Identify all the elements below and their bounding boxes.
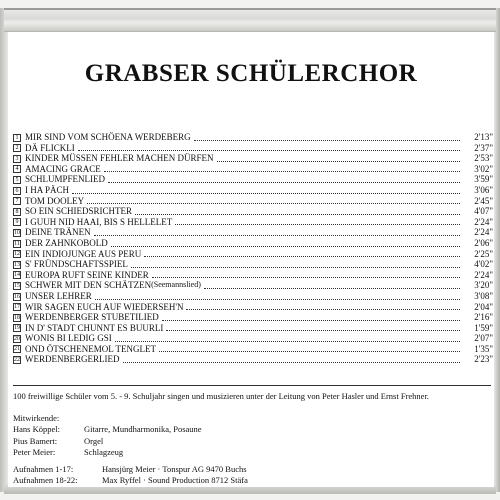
track-title: EUROPA RUFT SEINE KINDER <box>25 269 149 280</box>
track-row <box>13 333 493 344</box>
track-title: KINDER MÜSSEN FEHLER MACHEN DÜRFEN <box>25 153 214 164</box>
track-row <box>13 344 493 355</box>
musician-role: Gitarre, Mundharmonika, Posaune <box>84 424 202 434</box>
track-list <box>13 132 493 365</box>
track-duration: 2'13" <box>474 132 493 142</box>
track-duration: 3'08" <box>474 290 493 301</box>
dot-leader <box>166 324 460 331</box>
track-row <box>13 259 493 270</box>
track-row <box>13 312 493 323</box>
track-title: WIR SAGEN EUCH AUF WIEDERSEH'N <box>25 301 184 312</box>
dot-leader <box>111 240 460 247</box>
track-title: DER ZAHNKOBOLD <box>25 237 108 248</box>
track-number: 8 <box>13 208 21 216</box>
track-title: IN D' STADT CHUNNT ES BUURLI <box>25 322 164 333</box>
track-duration: 2'53" <box>474 153 493 164</box>
dot-leader <box>94 229 460 236</box>
track-duration: 3'06" <box>474 184 493 195</box>
recording-tracks: Aufnahmen 1-17: <box>13 464 74 474</box>
jewel-case-right-edge <box>494 8 500 492</box>
track-duration: 2'24" <box>474 216 493 227</box>
jewel-case-left-edge <box>0 8 8 492</box>
musician-role: Orgel <box>84 435 104 446</box>
track-row <box>13 164 493 175</box>
dot-leader <box>135 208 460 215</box>
track-number: 16 <box>14 293 20 300</box>
track-title: SCHLUMPFENLIED <box>25 174 106 185</box>
dot-leader <box>217 155 460 162</box>
track-row <box>13 238 493 249</box>
dot-leader <box>194 134 460 141</box>
track-row <box>13 185 493 196</box>
track-duration: 4'07" <box>474 206 493 217</box>
dot-leader <box>78 144 460 151</box>
track-row <box>13 302 493 313</box>
track-duration: 4'02" <box>474 259 493 270</box>
track-number: 15 <box>14 282 20 289</box>
track-title: SO EIN SCHIEDSRICHTER <box>25 206 133 217</box>
choir-description: 100 freiwillige Schüler vom 5. - 9. Schuljahr singen und musizieren unter der Leitung von Peter Hasler und Ernst Frehner. <box>13 391 429 401</box>
track-row <box>13 196 493 207</box>
track-number: 10 <box>14 229 20 236</box>
track-row <box>13 143 493 154</box>
track-number: 7 <box>13 197 21 205</box>
track-row <box>13 323 493 334</box>
recording-credits <box>13 464 248 486</box>
recording-tracks: Aufnahmen 18-22: <box>13 475 78 485</box>
track-duration: 3'20" <box>474 280 493 291</box>
dot-leader <box>95 293 460 300</box>
track-row <box>13 280 493 291</box>
track-number: 14 <box>14 272 20 279</box>
recording-row <box>13 475 248 486</box>
track-number: 5 <box>13 176 21 184</box>
dot-leader <box>108 176 460 183</box>
track-title: WERDENBERGER STUBETILIED <box>25 312 159 323</box>
track-number: 12 <box>14 251 20 258</box>
credit-row <box>13 436 202 448</box>
track-duration: 2'24" <box>474 269 493 280</box>
track-number: 3 <box>13 155 21 163</box>
dot-leader <box>186 303 460 310</box>
track-title: UNSER LEHRER <box>25 290 92 301</box>
album-title: GRABSER SCHÜLERCHOR <box>84 60 418 87</box>
track-row <box>13 354 493 365</box>
track-title: AMACING GRACE <box>25 163 101 174</box>
musician-name: Peter Meier: <box>13 447 56 457</box>
track-number: 2 <box>13 144 21 152</box>
dot-leader <box>204 282 460 289</box>
track-number: 4 <box>13 165 21 173</box>
dot-leader <box>104 165 460 172</box>
track-duration: 3'02" <box>474 163 493 174</box>
track-number: 22 <box>14 357 20 364</box>
track-duration: 2'45" <box>474 195 493 206</box>
jewel-case-top-edge <box>4 8 496 32</box>
credit-row <box>13 424 202 436</box>
recording-row <box>13 464 248 475</box>
credits-label: Mitwirkende: <box>13 413 60 423</box>
track-number: 20 <box>14 335 20 342</box>
credit-row <box>13 447 202 459</box>
track-number: 1 <box>13 134 21 142</box>
dot-leader <box>144 250 460 257</box>
track-duration: 2'24" <box>474 227 493 238</box>
dot-leader <box>159 345 460 352</box>
track-row <box>13 291 493 302</box>
track-title: DÄ FLICKLI <box>25 142 75 153</box>
track-title: SCHWER MIT DEN SCHÄTZEN <box>25 280 152 291</box>
track-row <box>13 153 493 164</box>
dot-leader <box>131 261 460 268</box>
credits-list <box>13 424 202 459</box>
track-title: EIN INDIOJUNGE AUS PERU <box>25 248 142 259</box>
musician-name: Hans Köppel: <box>13 424 60 434</box>
dot-leader <box>123 356 461 363</box>
dot-leader <box>115 335 460 342</box>
dot-leader <box>72 187 460 194</box>
track-number: 13 <box>14 261 20 268</box>
track-number: 19 <box>14 325 20 332</box>
track-title: I GUUH NID HAAI, BIS S HELLELET <box>25 216 173 227</box>
track-number: 9 <box>13 218 21 226</box>
track-title: WONIS BI LEDIG GSI <box>25 333 112 344</box>
track-title: DEINE TRÄNEN <box>25 227 91 238</box>
track-number: 21 <box>14 346 20 353</box>
track-title: TOM DOOLEY <box>25 195 85 206</box>
track-row <box>13 227 493 238</box>
track-duration: 2'04" <box>474 301 493 312</box>
recording-studio: Max Ryffel · Sound Production 8712 Stäfa <box>102 475 248 485</box>
track-duration: 2'07" <box>474 333 493 344</box>
track-title: OND ÖTSCHENEMOL TENGLET <box>25 343 156 354</box>
musician-name: Pius Bamert: <box>13 435 58 446</box>
track-row <box>13 174 493 185</box>
track-duration: 2'16" <box>474 312 493 323</box>
track-row <box>13 217 493 228</box>
recording-studio: Hansjürg Meier · Tonspur AG 9470 Buchs <box>102 464 247 474</box>
track-row <box>13 132 493 143</box>
track-duration: 2'25" <box>474 248 493 259</box>
musician-role: Schlagzeug <box>84 447 124 457</box>
track-title: I HA PÄCH <box>25 184 70 195</box>
track-subtitle: (Seemannslied) <box>151 280 201 290</box>
track-number: 17 <box>14 304 20 311</box>
track-title: S' FRÜNDSCHAFTSSPIEL <box>25 259 128 270</box>
dot-leader <box>162 314 460 321</box>
track-duration: 3'59" <box>474 174 493 185</box>
track-duration: 2'37" <box>474 142 493 153</box>
divider-line <box>13 385 491 386</box>
track-row <box>13 206 493 217</box>
track-number: 6 <box>13 187 21 195</box>
dot-leader <box>175 218 460 225</box>
back-cover-card <box>8 32 494 487</box>
track-duration: 2'23" <box>474 354 493 365</box>
track-number: 11 <box>14 240 20 247</box>
track-duration: 2'06" <box>474 237 493 248</box>
track-row <box>13 249 493 260</box>
track-row <box>13 270 493 281</box>
dot-leader <box>152 271 460 278</box>
track-number: 18 <box>14 314 20 321</box>
track-duration: 1'59" <box>474 322 493 333</box>
track-duration: 1'35" <box>474 343 493 354</box>
track-title: MIR SIND VOM SCHÖENA WERDEBERG <box>25 132 191 142</box>
track-title: WERDENBERGERLIED <box>25 354 120 365</box>
dot-leader <box>87 197 460 204</box>
